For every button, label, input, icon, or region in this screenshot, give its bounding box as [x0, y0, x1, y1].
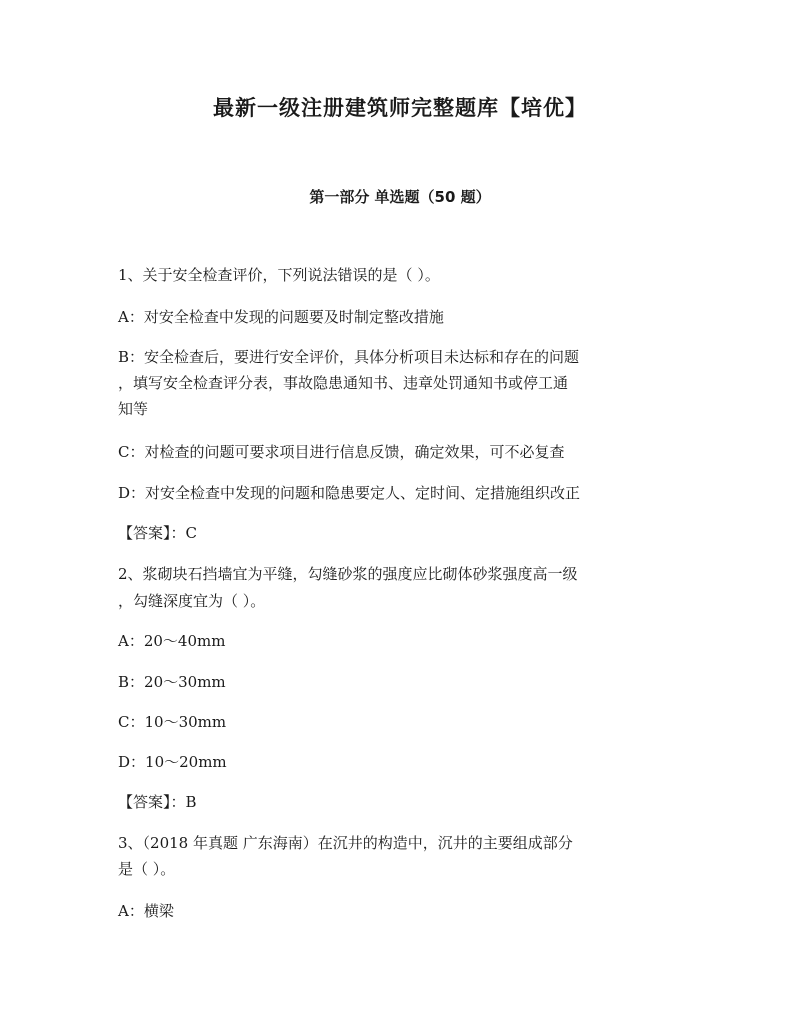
question-1-option-d: D：对安全检查中发现的问题和隐患要定人、定时间、定措施组织改正: [118, 484, 581, 502]
question-2-stem-line-1: 2、浆砌块石挡墙宜为平缝，勾缝砂浆的强度应比砌体砂浆强度高一级: [118, 565, 578, 583]
question-2-option-c: C：10～30mm: [118, 713, 227, 731]
question-1-option-c: C：对检查的问题可要求项目进行信息反馈，确定效果，可不必复查: [118, 443, 565, 461]
question-2-option-a: A：20～40mm: [118, 632, 226, 650]
section-title: 第一部分 单选题（50 题）: [309, 188, 491, 206]
question-1-answer: 【答案】：C: [118, 524, 197, 542]
question-2-answer: 【答案】：B: [118, 793, 197, 811]
document-title: 最新一级注册建筑师完整题库【培优】: [213, 95, 587, 120]
question-3-stem-line-1: 3、（2018 年真题 广东海南）在沉井的构造中，沉井的主要组成部分: [118, 834, 573, 852]
question-1-option-a: A：对安全检查中发现的问题要及时制定整改措施: [118, 308, 444, 326]
question-2-option-d: D：10～20mm: [118, 753, 227, 771]
question-3-stem-line-2: 是（ ）。: [118, 860, 176, 878]
question-1-option-b-line-1: B：安全检查后，要进行安全评价，具体分析项目未达标和存在的问题: [118, 348, 580, 366]
question-3-option-a: A：横梁: [118, 902, 174, 920]
question-2-stem-line-2: ，勾缝深度宜为（ ）。: [118, 592, 266, 610]
question-1-option-b-line-2: ，填写安全检查评分表，事故隐患通知书、违章处罚通知书或停工通: [118, 374, 569, 392]
question-2-option-b: B：20～30mm: [118, 673, 226, 691]
question-1-option-b-line-3: 知等: [118, 400, 149, 418]
question-1-stem: 1、关于安全检查评价，下列说法错误的是（ ）。: [118, 266, 440, 284]
